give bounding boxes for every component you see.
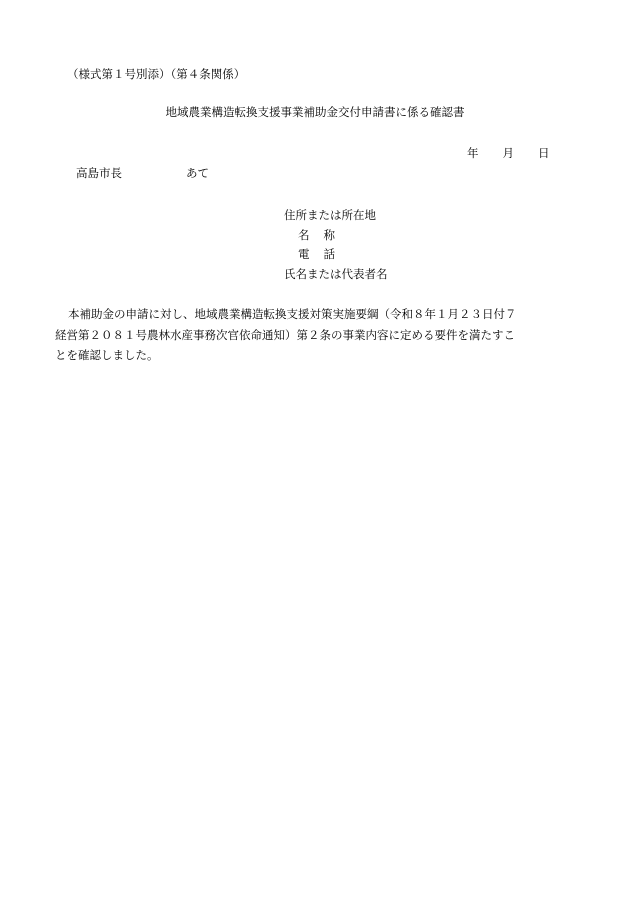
date-line <box>467 147 550 161</box>
applicant-address-label: 住所または所在地 <box>284 208 376 222</box>
date-day-label: 日 <box>538 146 550 160</box>
confirmation-body <box>55 304 560 366</box>
body-line-1 <box>55 304 560 325</box>
body-line-3: とを確認しました。 <box>55 348 159 362</box>
name-label-char-2: 称 <box>323 227 335 242</box>
applicant-block <box>284 209 388 287</box>
addressee <box>76 167 209 181</box>
applicant-representative-label: 氏名または代表者名 <box>284 266 388 281</box>
phone-label-char-1: 電 <box>298 247 310 261</box>
document-title: 地域農業構造転換支援事業補助金交付申請書に係る確認書 <box>165 105 465 119</box>
form-reference: （様式第１号別添）（第４条関係） <box>67 67 246 81</box>
date-month-label: 月 <box>502 146 514 160</box>
body-line-1-text: 本補助金の申請に対し、地域農業構造転換支援対策実施要綱（令和８年１月２３日付７ <box>68 307 517 321</box>
addressee-name: 高島市長 <box>76 166 122 180</box>
addressee-suffix: あて <box>186 166 209 180</box>
body-line-2: 経営第２０８１号農林水産事務次官依命通知）第２条の事業内容に定める要件を満たすこ <box>55 327 515 342</box>
applicant-name-label <box>284 229 388 249</box>
date-year-label: 年 <box>467 146 479 160</box>
applicant-phone-label <box>284 248 388 268</box>
phone-label-char-2: 話 <box>323 247 335 261</box>
name-label-char-1: 名 <box>298 227 310 242</box>
